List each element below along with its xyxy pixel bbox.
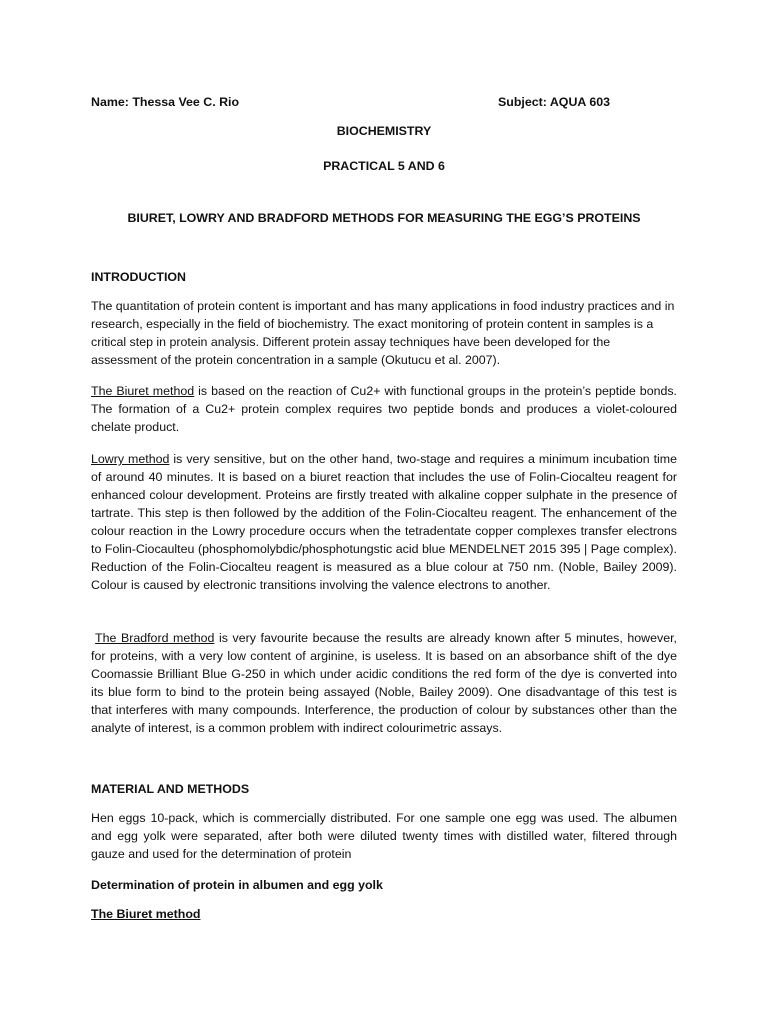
lowry-text: is very sensitive, but on the other hand, two-stage and requires a minimum incubation time of around 40 minutes. It is based on a biuret reaction that includes the use of Folin-Ciocalteu reagent for enhanced colour development. Proteins are firstly treated with alkaline copper sulphate in the presence of tartrate. This step is then followed by the addition of the Folin-Ciocalteu reagent. The enhancement of the colour reaction in the Lowry procedure occurs when the tetradentate copper complexes transfer electrons to Folin-Ciocaulteu (phosphomolybdic/phosphotungstic acid blue MENDELNET 2015 395 | Page complex). Reduction of the Folin-Ciocalteu reagent is measured as a blue colour at 750 nm. (Noble, Bailey 2009). Colour is caused by electronic transitions involving the valence electrons to another.: [91, 452, 678, 592]
biuret-paragraph: [91, 382, 677, 436]
bradford-term: The Bradford method: [95, 631, 215, 645]
subject: Subject: AQUA 603: [498, 95, 610, 109]
determination-subheading: Determination of protein in albumen and egg yolk: [91, 878, 383, 892]
header-row: [91, 93, 681, 111]
document-title: BIURET, LOWRY AND BRADFORD METHODS FOR MEASURING THE EGG’S PROTEINS: [127, 211, 641, 225]
methods-heading: MATERIAL AND METHODS: [91, 782, 250, 796]
bradford-paragraph: [91, 629, 677, 737]
introduction-heading: INTRODUCTION: [91, 270, 186, 284]
biuret-text: is based on the reaction of Cu2+ with functional groups in the protein’s peptide bonds. The formation of a Cu2+ protein complex requires two peptide bonds and produces a violet-coloured chelate product.: [91, 384, 678, 434]
biuret-method-heading: The Biuret method: [91, 907, 201, 921]
student-name: Name: Thessa Vee C. Rio: [91, 95, 240, 109]
course-title: BIOCHEMISTRY: [336, 124, 432, 138]
methods-paragraph: Hen eggs 10-pack, which is commercially distributed. For one sample one egg was used. The albumen and egg yolk were separated, after both were diluted twenty times with distilled water, filtered through gauze and used for the determination of protein: [91, 811, 677, 861]
intro-paragraph: The quantitation of protein content is important and has many applications in food industry practices and in research, especially in the field of biochemistry. The exact monitoring of protein content in samples is a critical step in protein analysis. Different protein assay techniques have been developed for the assessment of the protein concentration in a sample (Okutucu et al. 2007).: [91, 299, 675, 367]
bradford-text: is very favourite because the results are already known after 5 minutes, however, for proteins, with a very low content of arginine, is useless. It is based on an absorbance shift of the dye Coomassie Brilliant Blue G-250 in which under acidic conditions the red form of the dye is converted into its blue form to bind to the protein being assayed (Noble, Bailey 2009). One disadvantage of this test is that interferes with many compounds. Interference, the production of colour by substances other than the analyte of interest, is a common problem with indirect colourimetric assays.: [91, 631, 677, 735]
lowry-paragraph: [91, 450, 677, 594]
lowry-term: Lowry method: [91, 452, 170, 466]
biuret-term: The Biuret method: [91, 384, 195, 398]
practical-title: PRACTICAL 5 AND 6: [323, 159, 445, 173]
